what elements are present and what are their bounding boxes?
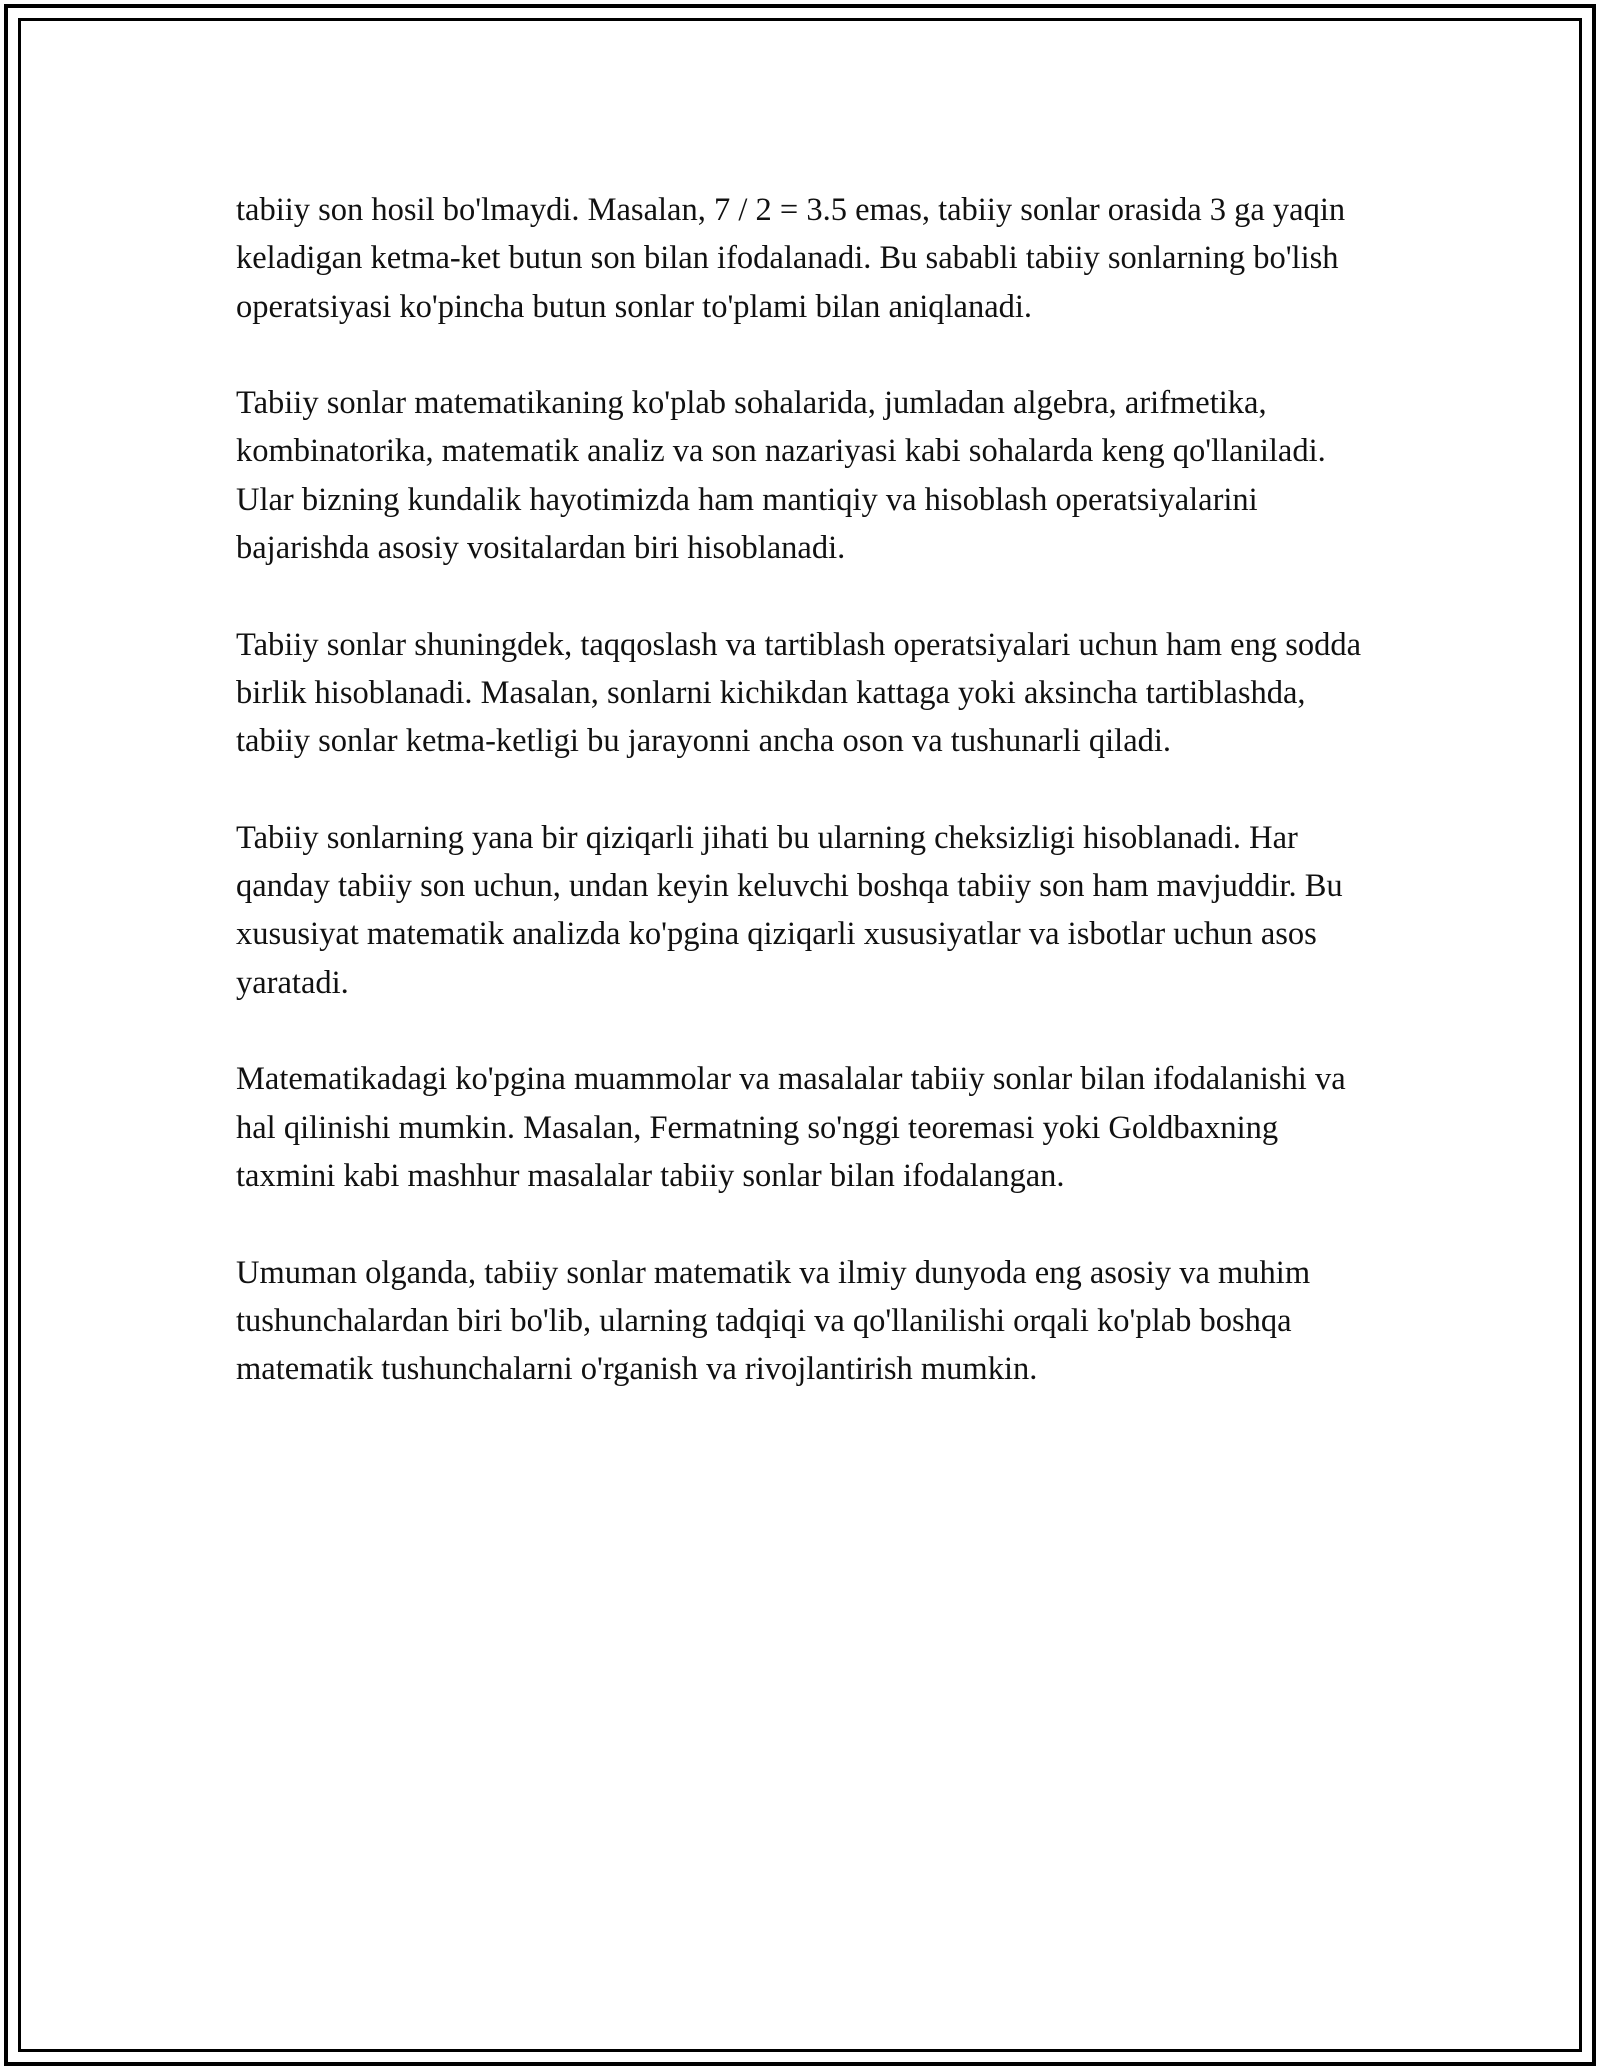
- paragraph-5: Matematikadagi ko'pgina muammolar va masalalar tabiiy sonlar bilan ifodalanishi va hal qilinishi mumkin. Masalan, Fermatning so'nggi teoremasi yoki Goldbaxning taxmini kabi mashhur masalalar tabiiy sonlar bilan ifodalangan.: [236, 1061, 1346, 1194]
- paragraph-2: Tabiiy sonlar matematikaning ko'plab sohalarida, jumladan algebra, arifmetika, kombinatorika, matematik analiz va son nazariyasi kabi sohalarda keng qo'llaniladi. Ular bizning kundalik hayotimizda ham mantiqiy va hisoblash operatsiyalarini bajarishda asosiy vositalardan biri hisoblanadi.: [236, 385, 1326, 567]
- paragraph-6: Umuman olganda, tabiiy sonlar matematik va ilmiy dunyoda eng asosiy va muhim tushunchalardan biri bo'lib, ularning tadqiqi va qo'llanilishi orqali ko'plab boshqa matematik tushunchalarni o'rganish va rivojlantirish mumkin.: [236, 1254, 1311, 1388]
- paragraph-4: Tabiiy sonlarning yana bir qiziqarli jihati bu ularning cheksizligi hisoblanadi. Har qanday tabiiy son uchun, undan keyin keluvchi boshqa tabiiy son ham mavjuddir. Bu xususiyat matematik analizda ko'pgina qiziqarli xususiyatlar va isbotlar uchun asos yaratadi.: [236, 819, 1343, 1001]
- paragraph-3: Tabiiy sonlar shuningdek, taqqoslash va tartiblash operatsiyalari uchun ham eng sodda birlik hisoblanadi. Masalan, sonlarni kichikdan kattaga yoki aksincha tartiblashda, tabiiy sonlar ketma-ketligi bu jarayonni ancha oson va tushunarli qiladi.: [236, 626, 1362, 760]
- paragraph-1: tabiiy son hosil bo'lmaydi. Masalan, 7 / 2 = 3.5 emas, tabiiy sonlar orasida 3 ga yaqin keladigan ketma-ket butun son bilan ifodalanadi. Bu sababli tabiiy sonlarning bo'lish operatsiyasi ko'pincha butun sonlar to'plami bilan aniqlanadi.: [236, 192, 1346, 325]
- document-body: [236, 186, 1376, 1442]
